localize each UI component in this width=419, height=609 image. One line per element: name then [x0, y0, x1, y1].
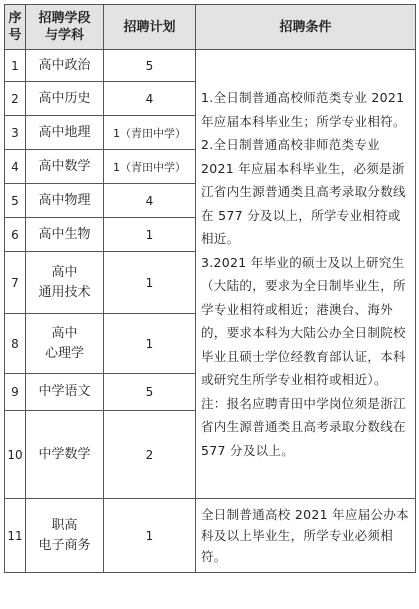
- row-number: 7: [5, 252, 26, 314]
- row-subject-line2: 心理学: [44, 345, 84, 361]
- row-number: 9: [5, 374, 26, 411]
- header-no-line2: 号: [8, 28, 22, 43]
- row-subject: 高中数学: [26, 150, 104, 184]
- row-subject-line1: 高中: [51, 264, 78, 280]
- row-subject: 高中生物: [26, 218, 104, 252]
- row-number: 6: [5, 218, 26, 252]
- row-number: 4: [5, 150, 26, 184]
- recruitment-table: [4, 4, 416, 573]
- header-row: [5, 5, 416, 50]
- row-plan: 1: [104, 218, 196, 252]
- row-number: 5: [5, 184, 26, 218]
- row-plan: 1: [104, 252, 196, 314]
- row-plan: 1: [104, 314, 196, 374]
- header-subject-line1: 招聘学段: [38, 11, 91, 26]
- row-subject-line1: 职高: [51, 517, 78, 533]
- row-plan: 1（青田中学）: [104, 116, 196, 150]
- row-subject: 中学数学: [26, 411, 104, 499]
- condition-paragraph-3: 3.2021 年毕业的硕士及以上研究生（大陆的，要求为全日制毕业生，所学专业相符或相近；港澳台、海外的，要求本科为大陆公办全日制院校毕业且硕士学位经教育部认证，本科或研究生所学专业相符或相近）。: [201, 254, 406, 387]
- row-plan: 2: [104, 411, 196, 499]
- row-number: 11: [5, 499, 26, 573]
- row-subject: [26, 499, 104, 573]
- row-subject: 高中政治: [26, 50, 104, 82]
- row-number: 8: [5, 314, 26, 374]
- header-conditions: 招聘条件: [196, 5, 416, 50]
- conditions-vocational-cell: 全日制普通高校 2021 年应届公办本科及以上毕业生，所学专业必须相符。: [196, 499, 416, 573]
- row-subject-line2: 通用技术: [38, 284, 91, 300]
- recruitment-table-container: [4, 4, 415, 573]
- row-number: 2: [5, 82, 26, 116]
- row-number: 1: [5, 50, 26, 82]
- condition-paragraph-2: 2.全日制普通高校非师范类专业 2021 年应届本科毕业生，必须是浙江省内生源普通类且高考录取分数线在 577 分及以上，所学专业相符或相近。: [201, 137, 406, 246]
- header-subject-line2: 与学科: [44, 28, 84, 43]
- condition-note: 注：报名应聘青田中学岗位须是浙江省内生源普通类且高考录取分数线在 577 分及以上。: [201, 395, 406, 458]
- row-subject: 高中物理: [26, 184, 104, 218]
- conditions-main-cell: [196, 50, 416, 499]
- table-row: [5, 499, 416, 573]
- row-number: 10: [5, 411, 26, 499]
- header-no-line1: 序: [8, 11, 22, 26]
- row-number: 3: [5, 116, 26, 150]
- row-subject: 高中地理: [26, 116, 104, 150]
- row-subject-line2: 电子商务: [38, 537, 91, 553]
- table-row: [5, 50, 416, 82]
- row-plan: 1: [104, 499, 196, 573]
- header-subject: [26, 5, 104, 50]
- row-subject: 中学语文: [26, 374, 104, 411]
- condition-paragraph-1: 1.全日制普通高校师范类专业 2021 年应届本科毕业生；所学专业相符。: [201, 90, 406, 129]
- row-subject: [26, 252, 104, 314]
- row-plan: 5: [104, 374, 196, 411]
- row-subject: 高中历史: [26, 82, 104, 116]
- row-plan: 1（青田中学）: [104, 150, 196, 184]
- row-plan: 5: [104, 50, 196, 82]
- header-plan: 招聘计划: [104, 5, 196, 50]
- row-subject-line1: 高中: [51, 325, 78, 341]
- header-no: [5, 5, 26, 50]
- row-plan: 4: [104, 184, 196, 218]
- row-plan: 4: [104, 82, 196, 116]
- row-subject: [26, 314, 104, 374]
